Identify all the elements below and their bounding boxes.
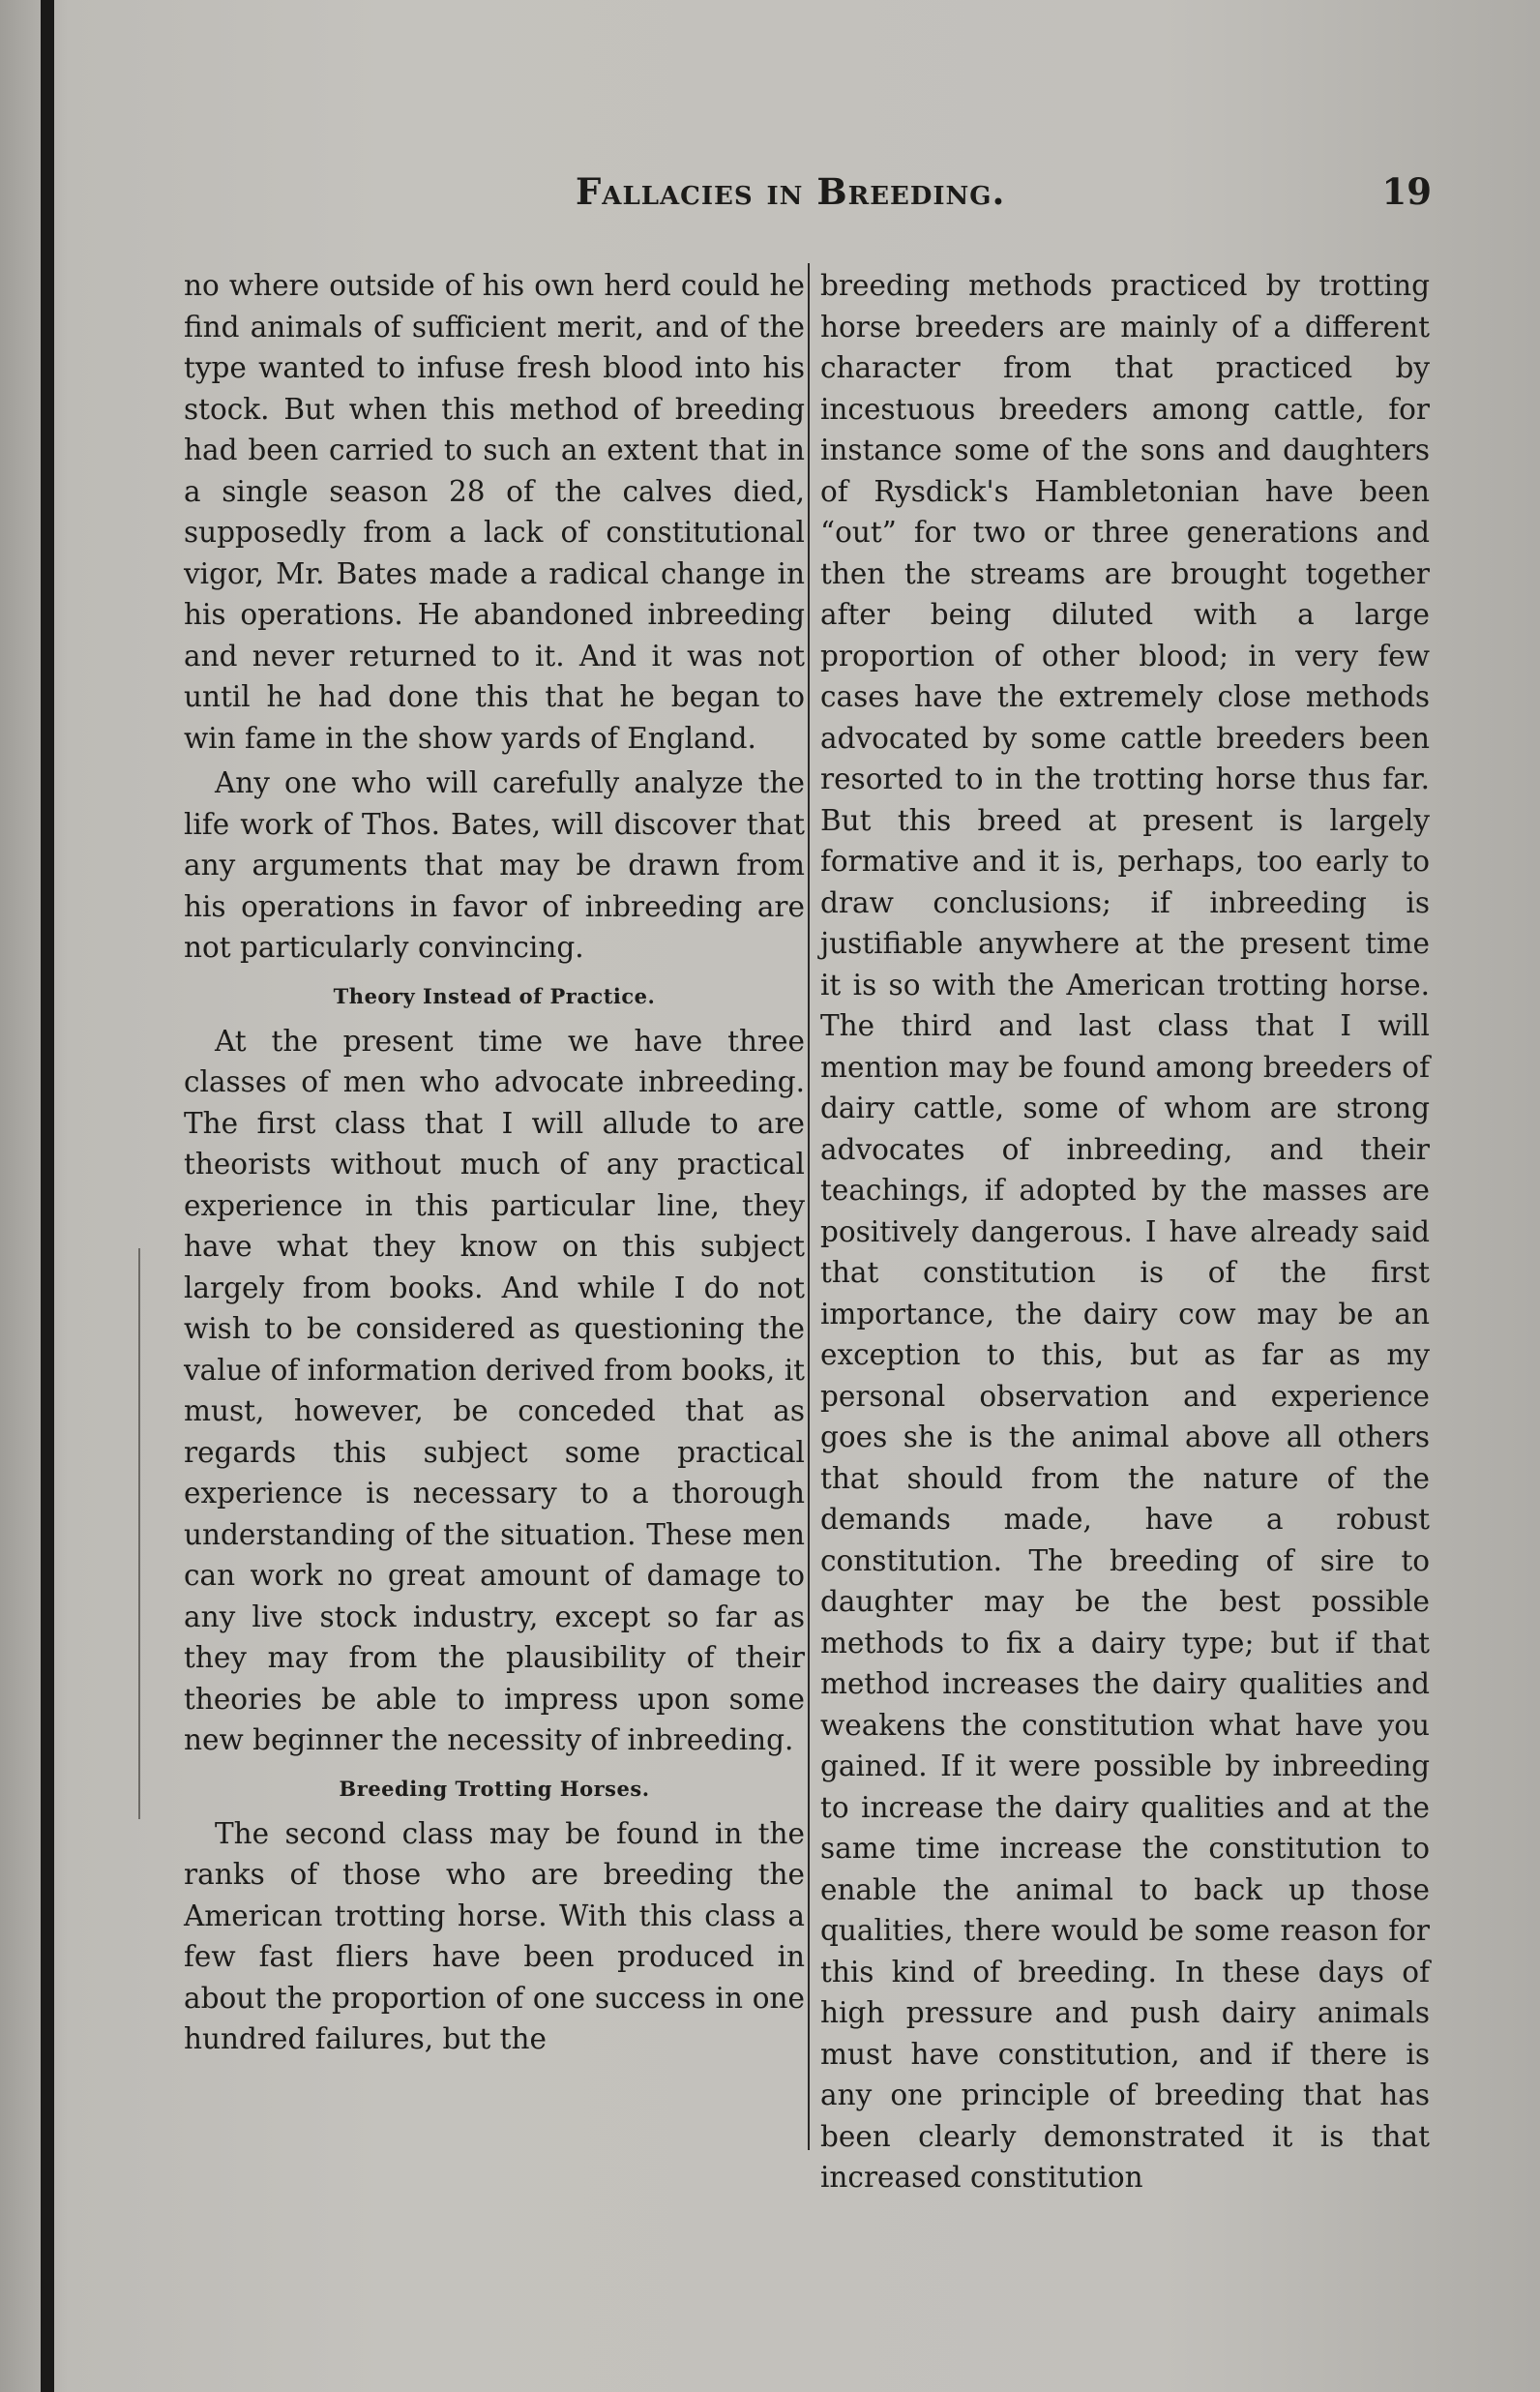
running-head: Fallacies in Breeding.	[576, 170, 1006, 213]
column-rule	[808, 263, 810, 2150]
section-heading: Breeding Trotting Horses.	[339, 1776, 650, 1801]
paragraph: The second class may be found in the ranks of those who are breeding the American trotting horse. With this class a few fast fliers have been produced in about the proportion of one success in one hundred failures, but the	[184, 1816, 805, 2055]
binding-gutter	[41, 0, 54, 2392]
paragraph: At the present time we have three classes of men who advocate inbreeding. The first class that I will allude to are theorists without much of any practical experience in this particular line, they have what they know on this subject largely from books. And while I do not wish to be considered as questioning the value of information derived from books, it must, however, be conceded that as regards this subject some practical experience is necessary to a thorough understanding of the situation. These men can work no great amount of damage to any live stock industry, except so far as they may from the plausibility of their theories be able to impress upon some new beginner the necessity of inbreeding.	[184, 1024, 805, 1756]
right-column	[820, 265, 1430, 2198]
section-heading: Theory Instead of Practice.	[333, 983, 656, 1008]
margin-mark	[138, 1248, 140, 1819]
paragraph: breeding methods practiced by trotting horse breeders are mainly of a different character from that practiced by incestuous breeders among cattle, for instance some of the sons and daughters of Rysdick's Hambletonian have been “out” for two or three generations and then the streams are brought together after being diluted with a large proportion of other blood; in very few cases have the extremely close methods advocated by some cattle breeders been resorted to in the trotting horse thus far. But this breed at present is largely formative and it is, perhaps, too early to draw conclusions; if inbreeding is justifiable anywhere at the present time it is so with the American trotting horse. The third and last class that I will mention may be found among breeders of dairy cattle, some of whom are strong advocates of inbreeding, and their teachings, if adopted by the masses are positively dangerous. I have already said that constitution is of the first importance, the dairy cow may be an exception to this, but as far as my personal observation and experience goes she is the animal above all others that should from the nature of the demands made, have a robust constitution. The breeding of sire to daughter may be the best possible methods to fix a dairy type; but if that method increases the dairy qualities and weakens the constitution what have you gained. If it were possible by inbreeding to increase the dairy qualities and at the same time increase the constitution to enable the animal to back up those qualities, there would be some reason for this kind of breeding. In these days of high pressure and push dairy animals must have constitution, and if there is any one principle of breeding that has been clearly demonstrated it is that increased constitution	[820, 269, 1430, 2194]
paragraph: Any one who will carefully analyze the life work of Thos. Bates, will discover that any arguments that may be drawn from his operations in favor of inbreeding are not particularly convincing.	[184, 766, 805, 964]
left-column	[184, 265, 805, 2060]
page-header	[174, 170, 1432, 219]
page-number: 19	[1381, 170, 1432, 213]
paragraph: no where outside of his own herd could he find animals of sufficient merit, and of the type wanted to infuse fresh blood into his stock. But when this method of breeding had been carried to such an extent that in a single season 28 of the calves died, supposedly from a lack of constitutional vigor, Mr. Bates made a radical change in his operations. He abandoned inbreeding and never returned to it. And it was not until he had done this that he began to win fame in the show yards of England.	[184, 269, 805, 755]
